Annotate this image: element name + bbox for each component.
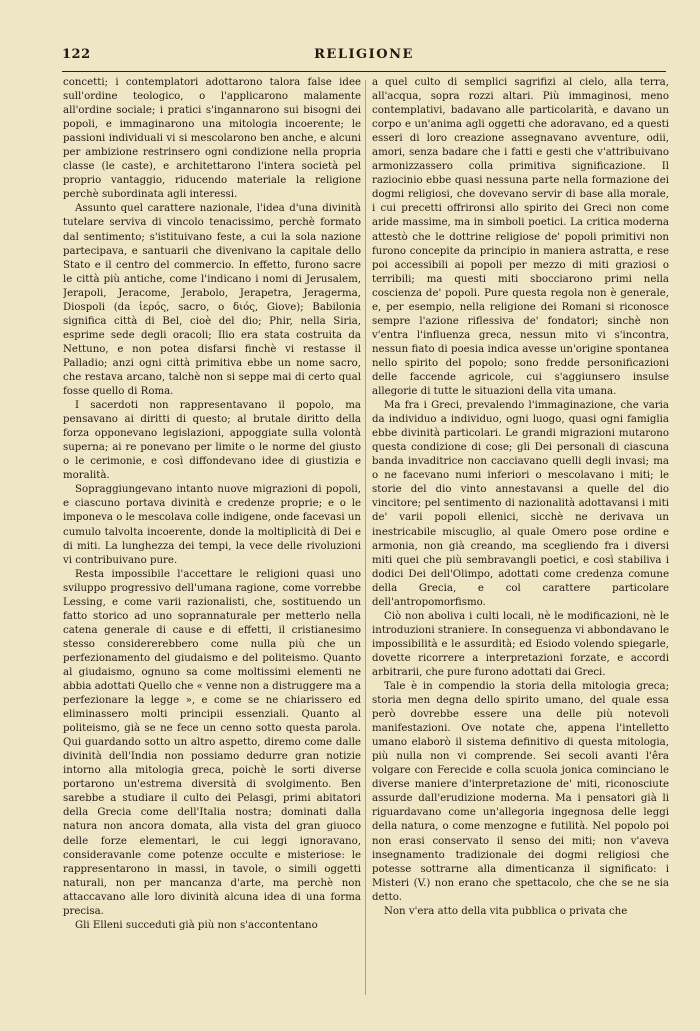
paragraph: Assunto quel carattere nazionale, l'idea d'una divinità tutelare serviva di vincolo tenacissimo, perchè formato dal sentimento; s'istituivano feste, a cui la sola nazione partecipava, e santuarii che divenivano la capitale dello Stato e il centro del commercio. In effetto, furono sacre le città più antiche, come l'indicano i nomi di Jerusalem, Jerapoli, Jeracome, Jerabolo, Jerapetra, Jeragerma, Diospoli (da ἱερός, sacro, o διός, Giove); Babilonia significa città di Bel, cioè del dio; Phir, nella Siria, esprime sede degli oracoli; Ilio era stata costruita da Nettuno, e non potea disfarsi finchè vi restasse il Palladio; anzi ogni città primitiva ebbe un nome sacro, che restava arcano, talchè non si seppe mai di certo qual fosse quello di Roma. [63, 203, 361, 398]
right-column [372, 76, 669, 1001]
paragraph: Tale è in compendio la storia della mitologia greca; storia men degna dello spirito umano, del quale essa però dovrebbe essere una delle più notevoli manifestazioni. Ove notate che, appena l'intelletto umano elaborò il sistema definitivo di questa mitologia, più nulla non vi comprende. Sei secoli avanti l'êra volgare con Ferecide e colla scuola jonica cominciano le diverse maniere d'interpretazione de' miti, riconosciute assurde dall'erudizione moderna. Ma i pensatori già li riguardavano come un'allegoria ingegnosa delle leggi della natura, o come menzogne e futilità. Nel popolo poi non erasi conservato il senso dei miti; non v'aveva insegnamento tradizionale dei dogmi religiosi che potesse sottrarne alla dimenticanza il significato: i Misteri (V.) non erano che spettacolo, che che se ne sia detto. [372, 681, 669, 903]
paragraph: Non v'era atto della vita pubblica o privata che [384, 905, 628, 917]
paragraph: Sopraggiungevano intanto nuove migrazioni di popoli, e ciascuno portava divinità e credenze proprie; e o le imponeva o le mescolava colle indigene, onde facevasi un cumulo talvolta incoerente, donde la moltiplicità di Dei e di miti. La lunghezza dei tempi, la vece delle rivoluzioni vi contribuivano pure. [63, 484, 361, 566]
paragraph: Ciò non aboliva i culti locali, nè le modificazioni, nè le introduzioni straniere. In conseguenza vi abbondavano le impossibilità e le assurdità; ed Esiodo volendo spiegarle, dovette ricorrere a interpretazioni forzate, e accordi arbitrarii, che pure furono adottati dai Greci. [372, 610, 669, 678]
paragraph: concetti; i contemplatori adottarono talora false idee sull'ordine teologico, o l'applicarono malamente all'ordine sociale; i pratici s'ingannarono sui bisogni dei popoli, e immaginarono una mitologia incoerente; le passioni individuali vi si mescolarono ben anche, e alcuni per ambizione restrinsero ogni condizione nella propria classe (le caste), e architettarono l'intera società pel proprio vantaggio, riducendo materiale la religione perchè subordinata agli interessi. [63, 77, 361, 201]
left-column [63, 76, 361, 1001]
paragraph: Ma fra i Greci, prevalendo l'immaginazione, che varia da individuo a individuo, ogni luogo, quasi ogni famiglia ebbe divinità particolari. Le grandi migrazioni mutarono questa condizione di cose; gli Dei personali di ciascuna banda invaditrice non cacciavano quelli degli invasi; ma o ne facevano numi inferiori o mescolavano i miti; le storie del dio vinto annestavansi a quelle del dio vincitore; pel sentimento di nazionalità adottavansi i miti de' varii popoli ellenici, sicchè ne derivava un inestricabile miscuglio, al quale Omero pose ordine e armonia, non già creando, ma scegliendo fra i diversi miti quei che più sembravangli poetici, e così stabiliva i dodici Dei dell'Olimpo, adottati come credenza comune della Grecia, e col carattere particolare dell'antropomorfismo. [372, 400, 669, 608]
running-title: RELIGIONE [314, 47, 414, 62]
paragraph: Gli Elleni succeduti già più non s'accontentano [75, 919, 318, 931]
paragraph: Resta impossibile l'accettare le religioni quasi uno sviluppo progressivo dell'umana ragione, come vorrebbe Lessing, e come varii razionalisti, che, sostituendo un fatto storico ad uno soprannaturale per metterlo nella catena generale di cause e di effetti, il cristianesimo stesso considererebbero come nulla più che un perfezionamento del giudaismo e del politeismo. Quanto al giudaismo, ognuno sa come moltissimi elementi ne abbia adottati Quello che « venne non a distruggere ma a perfezionare la legge », e come se ne chiarissero ed eliminassero molti principii essenziali. Quanto al politeismo, già se ne fece un cenno sotto questa parola. Qui guardando sotto un altro aspetto, diremo come dalle divinità dell'India non possiamo dedurre gran notizie intorno alla mitologia greca, poichè le sorti diverse portarono un'estrema diversità di svolgimento. Ben sarebbe a studiare il culto dei Pelasgi, primi abitatori della Grecia come dell'Italia nostra; dominati dalla natura non ancora domata, alla vista del gran giuoco delle forze elementari, le cui leggi ignoravano, consideravanle come potenze occulte e misteriose: le rappresentarono in massi, in tavole, o simili oggetti naturali, non per mancanza d'arte, ma perchè non attaccavano alle loro divinità alcuna idea di una forma precisa. [63, 568, 361, 917]
page-number: 122 [62, 47, 91, 62]
running-header [62, 47, 666, 72]
paragraph: I sacerdoti non rappresentavano il popolo, ma pensavano ai diritti di questo; al brutale diritto della forza opponevano legislazioni, appoggiate sulla volontà superna; ai re ponevano per limite o le norme del giusto o le cerimonie, e così diffondevano idee di giustizia e moralità. [63, 400, 361, 482]
paragraph: a quel culto di semplici sagrifizi al cielo, alla terra, all'acqua, sopra rozzi altari. Più immaginosi, meno contemplativi, badavano alle particolarità, e davano un corpo e un'anima agli oggetti che adoravano, ed a questi esseri di loro creazione assegnavano avventure, odii, amori, senza badare che i fatti e gesti che v'attribuivano armonizzassero colla primitiva significazione. Il raziocinio ebbe quasi nessuna parte nella formazione dei dogmi religiosi, che dovevano servir di base alla morale, i cui precetti offrironsi allo spirito dei Greci non come aride massime, ma in simboli poetici. La critica moderna attestò che le dottrine religiose de' popoli primitivi non furono concepite da principio in maniera astratta, e rese poi accessibili ai popoli per mezzo di miti graziosi o terribili; ma questi miti sbocciarono primi nella coscienza de' popoli. Pure questa regola non è generale, e, per esempio, nella religione dei Romani si riconosce sempre l'azione riflessiva de' fondatori; sinchè non v'entra l'influenza greca, nessun mito vi s'incontra, nessun fiato di poesia indica avesse un'origine spontanea nello spirito del popolo; sono fredde personificazioni delle faccende agricole, cui s'aggiunsero insulse allegorie di tutte le situazioni della vita umana. [372, 77, 669, 398]
column-divider [365, 80, 366, 995]
